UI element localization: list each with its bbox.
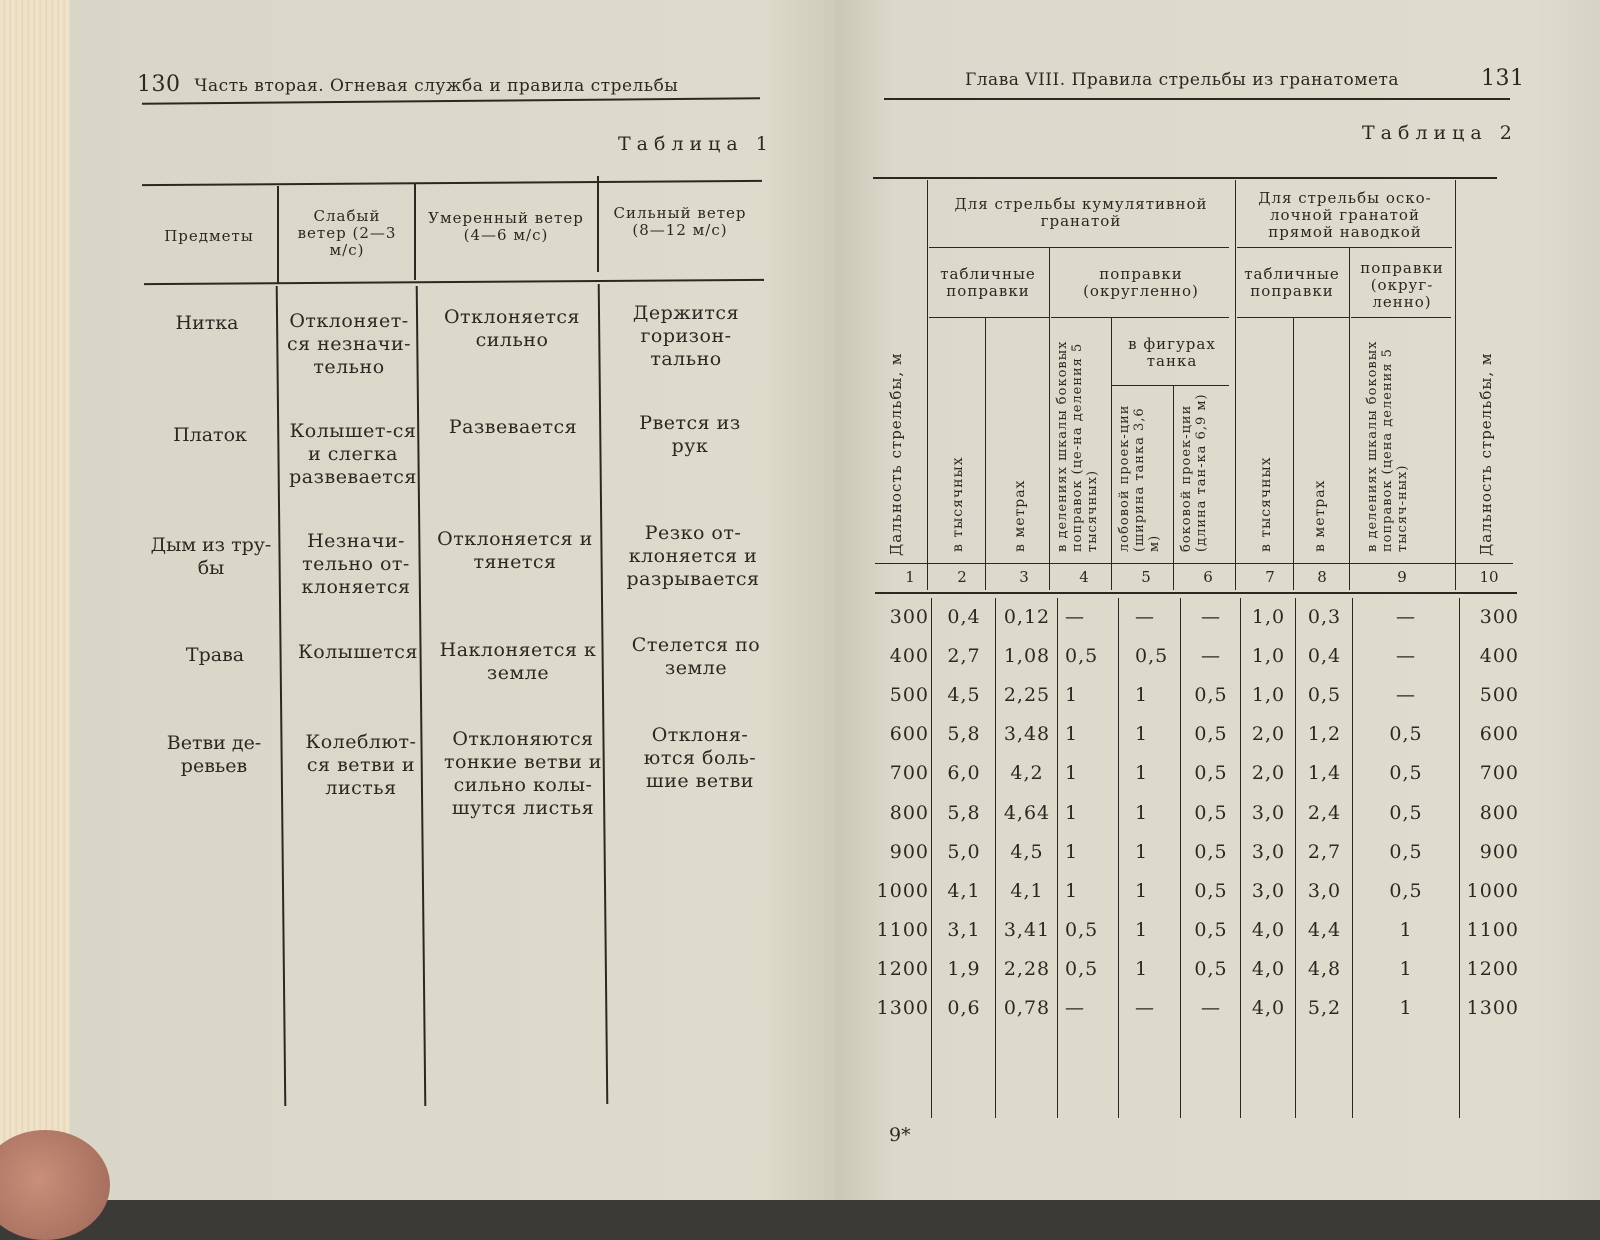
table2-col-divider xyxy=(1173,386,1174,590)
table2-header-rounded-2: поправки (округ-ленно) xyxy=(1360,259,1444,311)
table2-value-cell: 1,0 xyxy=(1251,684,1286,706)
right-page-number: 131 xyxy=(1481,66,1525,91)
left-running-head xyxy=(137,72,678,97)
table2-value-cell: 2,7 xyxy=(1307,841,1342,863)
table2-value-cell: 1,2 xyxy=(1307,723,1342,745)
table2-value-cell: 4,0 xyxy=(1251,919,1286,941)
table2-colnum: 7 xyxy=(1265,568,1275,586)
right-head-rule xyxy=(884,98,1510,100)
table2-value-cell: 0,5 xyxy=(1065,958,1099,980)
table2-range-cell: 700 xyxy=(889,762,929,784)
table2-value-cell: 3,48 xyxy=(1003,723,1051,745)
table2-value-cell: 1 xyxy=(1065,762,1079,784)
right-running-title: Глава VIII. Правила стрельбы из гранатомета xyxy=(965,70,1400,90)
table1-row-weak: Незначи-тельно от-клоняется xyxy=(301,530,411,598)
table2-value-cell: 0,5 xyxy=(1065,645,1099,667)
left-running-title: Часть вторая. Огневая служба и правила стрельбы xyxy=(194,76,679,96)
table2-value-cell: 1 xyxy=(1135,919,1149,941)
table2-value-cell: 4,5 xyxy=(1010,841,1044,863)
table2-value-cell: 0,5 xyxy=(1194,723,1228,745)
table2-value-cell: 1 xyxy=(1065,684,1079,706)
table2-range-cell: 800 xyxy=(889,802,929,824)
table2-colnum: 3 xyxy=(1019,568,1029,586)
table2-value-cell: 0,5 xyxy=(1194,958,1228,980)
page-edges xyxy=(0,0,70,1200)
table2-range-cell: 300 xyxy=(1479,606,1519,628)
table2-value-cell: 0,5 xyxy=(1194,684,1228,706)
table2-value-cell: 1 xyxy=(1399,919,1413,941)
table2-range-cell: 1000 xyxy=(876,880,929,902)
table1-col-divider xyxy=(276,286,287,1106)
table1-row-item: Нитка xyxy=(175,312,239,334)
table2-value-cell: 1 xyxy=(1135,841,1149,863)
table2-range-cell: 1100 xyxy=(1466,919,1519,941)
table2-value-cell: 5,8 xyxy=(947,723,981,745)
table2-value-cell: 1 xyxy=(1135,762,1149,784)
table2-value-cell: — xyxy=(1135,997,1155,1019)
table1-row-item: Платок xyxy=(173,424,247,446)
table2-value-cell: 1 xyxy=(1135,802,1149,824)
table2-value-cell: 1 xyxy=(1135,684,1149,706)
table1-row-strong: Резко от-клоняется и разрывается xyxy=(626,522,760,590)
left-head-rule xyxy=(142,97,760,104)
table2-value-cell: 1,9 xyxy=(947,958,981,980)
table2-header-range-2: Дальность стрельбы, м xyxy=(1477,352,1495,556)
table2-value-cell: 0,5 xyxy=(1194,802,1228,824)
table2-header-thousandths-2: в тысячных xyxy=(1258,456,1274,552)
table1-row-strong: Рвется из рук xyxy=(639,412,741,457)
table2-range-cell: 600 xyxy=(1479,723,1519,745)
table1-row-moderate: Развевается xyxy=(448,416,578,438)
right-page-number-wrap xyxy=(1481,66,1525,91)
table2-col-divider xyxy=(1352,598,1353,1118)
table2-col-divider xyxy=(1240,598,1241,1118)
table2-range-cell: 1200 xyxy=(1466,958,1519,980)
table2-value-cell: 5,2 xyxy=(1307,997,1342,1019)
table1-row-item: Ветви де-ревьев xyxy=(166,732,262,777)
table2-value-cell: 1 xyxy=(1065,841,1079,863)
table2-range-cell: 700 xyxy=(1479,762,1519,784)
table2-value-cell: 0,5 xyxy=(1389,880,1423,902)
table2-value-cell: 1 xyxy=(1135,723,1149,745)
table2-value-cell: 1,0 xyxy=(1251,645,1286,667)
table2-value-cell: — xyxy=(1135,606,1155,628)
table2-range-cell: 1000 xyxy=(1466,880,1519,902)
table2-value-cell: 2,7 xyxy=(947,645,981,667)
table2-value-cell: — xyxy=(1396,684,1416,706)
table2-col-divider xyxy=(1295,598,1296,1118)
table2-value-cell: 1,08 xyxy=(1003,645,1051,667)
table2-range-cell: 500 xyxy=(889,684,929,706)
table1-header-rule xyxy=(144,279,764,285)
table1-row-item: Дым из тру-бы xyxy=(150,534,272,579)
table2-colnum: 6 xyxy=(1203,568,1213,586)
table2-value-cell: 6,0 xyxy=(947,762,981,784)
table1-row-weak: Отклоняет-ся незначи-тельно xyxy=(286,310,412,378)
table2-header-cumulative: Для стрельбы кумулятивной гранатой xyxy=(954,195,1208,230)
table2-header-fragmentation: Для стрельбы оско-лочной гранатой прямой наводкой xyxy=(1258,189,1432,241)
table2-value-cell: 0,4 xyxy=(1307,645,1342,667)
table1-header-weak: Слабый ветер (2—3 м/с) xyxy=(297,207,397,259)
table2-value-cell: 5,0 xyxy=(947,841,981,863)
table2-value-cell: 1 xyxy=(1065,880,1079,902)
table2-value-cell: 0,6 xyxy=(947,997,981,1019)
table2-value-cell: 4,4 xyxy=(1307,919,1342,941)
table2-header-tank-figures: в фигурах танка xyxy=(1128,335,1216,370)
table2-col-divider xyxy=(1235,180,1236,590)
table2-range-cell: 900 xyxy=(889,841,929,863)
table1-row-strong: Стелется по земле xyxy=(631,634,761,679)
table2-value-cell: 1 xyxy=(1399,997,1413,1019)
table1-row-moderate: Наклоняется к земле xyxy=(439,639,597,684)
table2-value-cell: — xyxy=(1396,645,1416,667)
table2-header-range: Дальность стрельбы, м xyxy=(887,352,905,556)
table2-value-cell: — xyxy=(1396,606,1416,628)
table2-value-cell: 2,28 xyxy=(1003,958,1051,980)
table2-header-frontal: лобовой проек-ции (ширина танка 3,6 м) xyxy=(1117,404,1162,552)
table2-value-cell: 4,0 xyxy=(1251,997,1286,1019)
table2-value-cell: 0,3 xyxy=(1307,606,1342,628)
table2-col-divider xyxy=(1111,318,1112,590)
table2-col-divider xyxy=(1459,598,1460,1118)
table2-value-cell: 1 xyxy=(1399,958,1413,980)
table2-value-cell: 3,1 xyxy=(947,919,981,941)
table2-value-cell: 3,0 xyxy=(1251,841,1286,863)
table2-value-cell: 0,5 xyxy=(1135,645,1169,667)
table2-top-rule xyxy=(873,177,1497,179)
table1-row-item: Трава xyxy=(185,644,245,666)
table2-header-scale-divisions: в делениях шкалы боковых поправок (це-на деления 5 тысячных) xyxy=(1055,340,1100,552)
table2-header-meters-2: в метрах xyxy=(1312,479,1328,552)
table2-value-cell: 0,5 xyxy=(1194,919,1228,941)
table2-value-cell: 1,0 xyxy=(1251,606,1286,628)
table2-value-cell: — xyxy=(1201,606,1221,628)
table2-range-cell: 400 xyxy=(1479,645,1519,667)
table2-colnum-rule xyxy=(927,563,1513,564)
table2-col-divider xyxy=(1455,180,1456,590)
table2-value-cell: 4,8 xyxy=(1307,958,1342,980)
table2-rule xyxy=(1051,317,1229,318)
table2-header-rule xyxy=(875,592,1517,594)
table1-caption: Таблица 1 xyxy=(618,133,774,155)
table2-col-divider xyxy=(931,598,932,1118)
table2-value-cell: 1 xyxy=(1065,802,1079,824)
table2-value-cell: 4,1 xyxy=(1010,880,1044,902)
table2-value-cell: 3,0 xyxy=(1251,802,1286,824)
table2-rule xyxy=(1111,385,1229,386)
table1-col-divider xyxy=(598,284,609,1104)
table2-range-cell: 1100 xyxy=(876,919,929,941)
table2-colnum: 4 xyxy=(1079,568,1089,586)
table2-colnum: 1 xyxy=(905,568,915,586)
table2-range-cell: 1300 xyxy=(1466,997,1519,1019)
table2-range-cell: 600 xyxy=(889,723,929,745)
table2-value-cell: 4,5 xyxy=(947,684,981,706)
table2-value-cell: 2,0 xyxy=(1251,762,1286,784)
signature-mark: 9* xyxy=(889,1124,911,1146)
table2-value-cell: 0,5 xyxy=(1194,880,1228,902)
table2-header-meters: в метрах xyxy=(1012,479,1028,552)
right-running-head xyxy=(965,70,1399,90)
table1-row-weak: Колышется xyxy=(298,641,418,663)
table2-value-cell: 3,41 xyxy=(1003,919,1051,941)
table2-header-rounded: поправки (округленно) xyxy=(1083,265,1199,300)
table1-header-moderate: Умеренный ветер (4—6 м/с) xyxy=(428,209,584,244)
table2-caption: Таблица 2 xyxy=(1362,122,1518,144)
table2-value-cell: 5,8 xyxy=(947,802,981,824)
table1-row-moderate: Отклоняются тонкие ветви и сильно колы-шутся листья xyxy=(444,728,602,819)
table2-header-table-corrections: табличные поправки xyxy=(940,265,1036,300)
table2-col-divider xyxy=(1049,248,1050,590)
left-page-number: 130 xyxy=(137,72,181,97)
table2-value-cell: 1 xyxy=(1135,958,1149,980)
table2-header-table-corrections-2: табличные поправки xyxy=(1244,265,1340,300)
table2-value-cell: 0,5 xyxy=(1389,723,1423,745)
table2-value-cell: 0,78 xyxy=(1003,997,1051,1019)
table2-value-cell: 2,0 xyxy=(1251,723,1286,745)
table2-value-cell: — xyxy=(1065,997,1085,1019)
table1-row-weak: Колышет-ся и слегка развевается xyxy=(289,420,417,488)
table1-row-strong: Отклоня-ются боль-шие ветви xyxy=(643,724,757,792)
table2-rule xyxy=(929,247,1229,248)
table2-range-cell: 1300 xyxy=(876,997,929,1019)
table2-colnum: 5 xyxy=(1141,568,1151,586)
table1-col-divider xyxy=(597,176,599,272)
table2-header-side: боковой проек-ции (длина тан-ка 6,9 м) xyxy=(1179,393,1209,552)
table2-range-cell: 900 xyxy=(1479,841,1519,863)
table2-value-cell: 4,0 xyxy=(1251,958,1286,980)
table2-value-cell: 0,12 xyxy=(1003,606,1051,628)
table1-header-strong: Сильный ветер (8—12 м/с) xyxy=(613,204,747,239)
table2-value-cell: 1,4 xyxy=(1307,762,1342,784)
table2-value-cell: 2,25 xyxy=(1003,684,1051,706)
table2-value-cell: — xyxy=(1065,606,1085,628)
table2-value-cell: 4,2 xyxy=(1010,762,1044,784)
table1-row-moderate: Отклоняется и тянется xyxy=(437,528,593,573)
table2-value-cell: — xyxy=(1201,997,1221,1019)
table1-col-divider xyxy=(277,186,279,284)
table1-header-items: Предметы xyxy=(164,227,254,245)
table2-colnum: 10 xyxy=(1479,568,1499,586)
table2-col-divider xyxy=(927,180,928,590)
table1-col-divider xyxy=(414,184,416,280)
table2-range-cell: 800 xyxy=(1479,802,1519,824)
table2-col-divider xyxy=(985,318,986,590)
table2-value-cell: 1 xyxy=(1065,723,1079,745)
table1-top-rule xyxy=(142,180,762,186)
table2-value-cell: 0,5 xyxy=(1065,919,1099,941)
table2-rule xyxy=(1237,247,1452,248)
table2-rule xyxy=(1351,317,1451,318)
table2-value-cell: 2,4 xyxy=(1307,802,1342,824)
table2-col-divider xyxy=(1057,598,1058,1118)
table2-range-cell: 500 xyxy=(1479,684,1519,706)
right-page xyxy=(835,0,1600,1200)
table2-range-cell: 400 xyxy=(889,645,929,667)
table2-value-cell: 0,5 xyxy=(1307,684,1342,706)
table1-row-strong: Держится горизон-тально xyxy=(632,302,740,370)
table2-value-cell: 4,1 xyxy=(947,880,981,902)
table2-range-cell: 300 xyxy=(889,606,929,628)
table2-range-cell: 1200 xyxy=(876,958,929,980)
table2-value-cell: 3,0 xyxy=(1307,880,1342,902)
table2-colnum: 9 xyxy=(1397,568,1407,586)
table2-value-cell: 0,5 xyxy=(1389,802,1423,824)
table2-rule xyxy=(929,317,1049,318)
table2-header-thousandths: в тысячных xyxy=(950,456,966,552)
table2-colnum: 2 xyxy=(957,568,967,586)
table2-value-cell: 1 xyxy=(1135,880,1149,902)
table2-value-cell: 3,0 xyxy=(1251,880,1286,902)
table2-value-cell: 4,64 xyxy=(1003,802,1051,824)
table2-value-cell: 0,4 xyxy=(947,606,981,628)
table2-colnum: 8 xyxy=(1317,568,1327,586)
table1-col-divider xyxy=(416,286,427,1106)
table2-value-cell: 0,5 xyxy=(1194,762,1228,784)
table2-value-cell: — xyxy=(1201,645,1221,667)
thumb-photo xyxy=(0,1130,110,1240)
table2-col-divider xyxy=(1293,318,1294,590)
table2-value-cell: 0,5 xyxy=(1389,841,1423,863)
table1-row-weak: Колеблют-ся ветви и листья xyxy=(305,731,417,799)
table2-col-divider xyxy=(995,598,996,1118)
table2-value-cell: 0,5 xyxy=(1389,762,1423,784)
table1-row-moderate: Отклоняется сильно xyxy=(443,306,580,351)
table2-header-scale-divisions-2: в делениях шкалы боковых поправок (цена деления 5 тысяч-ных) xyxy=(1365,340,1410,552)
table2-value-cell: 0,5 xyxy=(1194,841,1228,863)
table2-col-divider xyxy=(1349,248,1350,590)
